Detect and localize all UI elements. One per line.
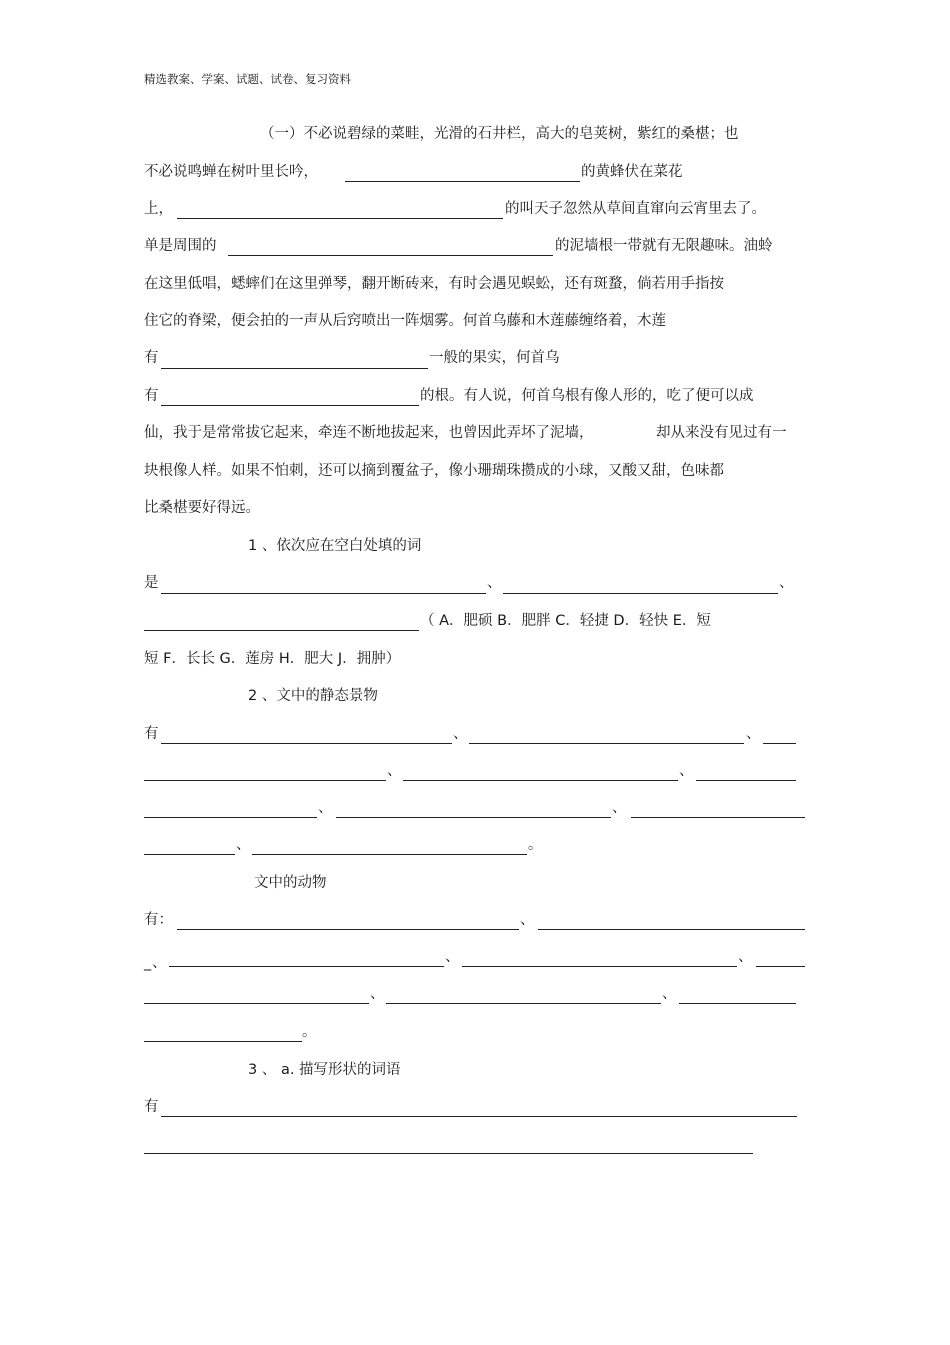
q2-blank-3a[interactable] bbox=[763, 743, 796, 744]
passage-line-1: （一）不必说碧绿的菜畦，光滑的石井栏，高大的皂荚树，紫红的桑椹；也 bbox=[260, 126, 739, 142]
passage-line-3a: 上， bbox=[144, 201, 173, 217]
q1-sep-1: 、 bbox=[487, 575, 502, 591]
q1-blank-1[interactable] bbox=[161, 593, 486, 594]
q2-blank-5a[interactable] bbox=[696, 780, 796, 781]
passage-line-2a: 不必说鸣蝉在树叶里长吟， bbox=[144, 164, 318, 180]
q2-blank-4[interactable] bbox=[403, 780, 678, 781]
q3-blank-1[interactable] bbox=[161, 1116, 797, 1117]
q2-blank-5b[interactable] bbox=[144, 817, 317, 818]
q1-options-1: （ A．肥硕 B．肥胖 C．轻捷 D．轻快 E．短 bbox=[420, 613, 711, 629]
passage-line-9b: 却从来没有见过有一 bbox=[656, 425, 787, 441]
passage-line-9a: 仙，我于是常常拔它起来，牵连不断地拔起来，也曾因此弄坏了泥墙， bbox=[144, 425, 594, 441]
animals-sep-5: 、 bbox=[370, 986, 385, 1002]
animals-sep-4: 、 bbox=[738, 949, 753, 965]
q2-lead: 有 bbox=[144, 726, 159, 742]
passage-line-7a: 有 bbox=[144, 350, 159, 366]
q2-sep-3: 、 bbox=[387, 763, 402, 779]
animals-blank-7a[interactable] bbox=[679, 1003, 796, 1004]
animals-blank-3[interactable] bbox=[169, 966, 444, 967]
passage-line-8a: 有 bbox=[144, 388, 159, 404]
q2-sep-7: 、 bbox=[236, 837, 251, 853]
q3-lead: 有 bbox=[144, 1099, 159, 1115]
animals-blank-4[interactable] bbox=[462, 966, 737, 967]
q2-blank-8[interactable] bbox=[252, 854, 527, 855]
q1-title: 1 、依次应在空白处填的词 bbox=[248, 538, 422, 554]
q1-lead: 是 bbox=[144, 575, 159, 591]
animals-blank-5a[interactable] bbox=[756, 966, 805, 967]
animals-underscore: _ bbox=[144, 955, 152, 971]
q1-sep-2: 、 bbox=[779, 575, 794, 591]
passage-line-8b: 的根。有人说，何首乌根有像人形的，吃了便可以成 bbox=[420, 388, 754, 404]
animals-sep-2: 、 bbox=[152, 955, 167, 971]
passage-line-5: 在这里低唱，蟋蟀们在这里弹琴，翻开断砖来，有时会遇见蜈蚣，还有斑蝥，倘若用手指按 bbox=[144, 276, 724, 292]
q2-sep-2: 、 bbox=[746, 726, 761, 742]
q2-sep-5: 、 bbox=[318, 800, 333, 816]
animals-blank-6[interactable] bbox=[386, 1003, 661, 1004]
q2-blank-7b[interactable] bbox=[144, 854, 235, 855]
q2-sep-6: 、 bbox=[612, 800, 627, 816]
q2-sep-4: 、 bbox=[679, 763, 694, 779]
animals-sep-6: 、 bbox=[662, 986, 677, 1002]
passage-line-6: 住它的脊梁，便会拍的一声从后窍喷出一阵烟雾。何首乌藤和木莲藤缠络着，木莲 bbox=[144, 313, 666, 329]
q1-blank-3[interactable] bbox=[144, 630, 419, 631]
animals-blank-7b[interactable] bbox=[144, 1041, 302, 1042]
q2-blank-3b[interactable] bbox=[144, 780, 386, 781]
q2-blank-7a[interactable] bbox=[631, 817, 805, 818]
passage-line-4b: 的泥墙根一带就有无限趣味。油蛉 bbox=[555, 238, 773, 254]
blank-3[interactable] bbox=[228, 255, 553, 256]
q2-title: 2 、文中的静态景物 bbox=[248, 688, 378, 704]
animals-blank-1[interactable] bbox=[177, 929, 519, 930]
animals-sep-1: 、 bbox=[520, 912, 535, 928]
passage-line-2b: 的黄蜂伏在菜花 bbox=[581, 164, 683, 180]
q1-options-2: 短 F．长长 G．莲房 H．肥大 J．拥肿） bbox=[144, 651, 401, 667]
blank-2[interactable] bbox=[177, 218, 503, 219]
animals-blank-5b[interactable] bbox=[144, 1003, 369, 1004]
q2-blank-6[interactable] bbox=[336, 817, 611, 818]
q3-blank-2[interactable] bbox=[144, 1153, 753, 1154]
blank-5[interactable] bbox=[161, 405, 419, 406]
passage-line-7b: 一般的果实，何首乌 bbox=[429, 350, 560, 366]
q2-blank-2[interactable] bbox=[469, 743, 744, 744]
q2-blank-1[interactable] bbox=[161, 743, 452, 744]
blank-1[interactable] bbox=[345, 181, 580, 182]
q2-end: 。 bbox=[528, 837, 543, 853]
passage-line-11: 比桑椹要好得远。 bbox=[144, 500, 260, 516]
blank-4[interactable] bbox=[161, 368, 428, 369]
passage-line-10: 块根像人样。如果不怕刺，还可以摘到覆盆子，像小珊瑚珠攒成的小球，又酸又甜，色味都 bbox=[144, 463, 724, 479]
animals-title: 文中的动物 bbox=[254, 875, 327, 891]
q1-blank-2[interactable] bbox=[503, 593, 778, 594]
q3-title: 3 、 a. 描写形状的词语 bbox=[248, 1062, 401, 1078]
q2-sep-1: 、 bbox=[453, 726, 468, 742]
passage-line-4a: 单是周围的 bbox=[144, 238, 217, 254]
page-header: 精选教案、学案、试题、试卷、复习资料 bbox=[144, 72, 351, 86]
animals-end: 。 bbox=[302, 1024, 317, 1040]
passage-line-3b: 的叫天子忽然从草间直窜向云宵里去了。 bbox=[505, 201, 766, 217]
animals-blank-2a[interactable] bbox=[538, 929, 805, 930]
animals-lead: 有： bbox=[144, 912, 173, 928]
animals-sep-3: 、 bbox=[445, 949, 460, 965]
